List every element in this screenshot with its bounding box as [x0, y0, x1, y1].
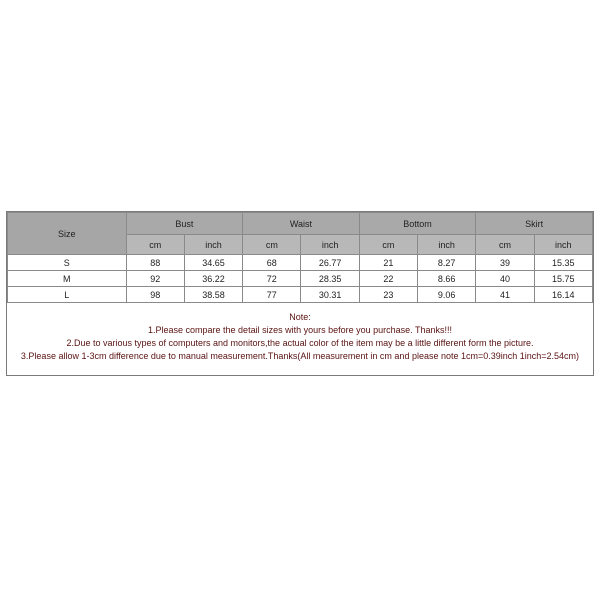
table-cell: 40: [476, 271, 534, 287]
unit-header: cm: [359, 235, 417, 255]
table-cell: 8.27: [418, 255, 476, 271]
table-cell: 39: [476, 255, 534, 271]
table-cell: 22: [359, 271, 417, 287]
table-cell: 30.31: [301, 287, 359, 303]
table-cell: 77: [243, 287, 301, 303]
size-chart: [6, 211, 594, 376]
table-cell: 72: [243, 271, 301, 287]
table-row: [8, 255, 593, 271]
table-cell: 38.58: [184, 287, 242, 303]
table-cell: 23: [359, 287, 417, 303]
table-cell: 15.75: [534, 271, 592, 287]
notes-section: [7, 303, 593, 375]
table-cell: 68: [243, 255, 301, 271]
unit-header: inch: [301, 235, 359, 255]
unit-header: inch: [418, 235, 476, 255]
unit-header: cm: [243, 235, 301, 255]
note-line: 2.Due to various types of computers and monitors,the actual color of the item may be a little different form the picture.: [66, 338, 534, 348]
table-cell: 26.77: [301, 255, 359, 271]
unit-header: inch: [534, 235, 592, 255]
table-cell: 9.06: [418, 287, 476, 303]
table-cell: 98: [126, 287, 184, 303]
table-cell: 16.14: [534, 287, 592, 303]
group-header-bottom: Bottom: [359, 213, 476, 235]
group-header-skirt: Skirt: [476, 213, 593, 235]
table-cell: 21: [359, 255, 417, 271]
table-cell: 15.35: [534, 255, 592, 271]
table-cell: 88: [126, 255, 184, 271]
header-row-groups: [8, 213, 593, 235]
note-line: 1.Please compare the detail sizes with yours before you purchase. Thanks!!!: [148, 325, 452, 335]
unit-header: inch: [184, 235, 242, 255]
size-column-header: Size: [8, 213, 127, 255]
table-cell: 92: [126, 271, 184, 287]
group-header-bust: Bust: [126, 213, 243, 235]
table-cell: 8.66: [418, 271, 476, 287]
table-cell: 34.65: [184, 255, 242, 271]
unit-header: cm: [126, 235, 184, 255]
size-cell: M: [8, 271, 127, 287]
notes-title: Note:: [289, 312, 311, 322]
note-line: 3.Please allow 1-3cm difference due to manual measurement.Thanks(All measurement in cm and please note 1cm=0.39inch 1inch=2.54cm): [20, 351, 580, 361]
unit-header: cm: [476, 235, 534, 255]
table-cell: 28.35: [301, 271, 359, 287]
size-table: [7, 212, 593, 303]
size-cell: S: [8, 255, 127, 271]
group-header-waist: Waist: [243, 213, 360, 235]
table-cell: 36.22: [184, 271, 242, 287]
table-cell: 41: [476, 287, 534, 303]
table-row: [8, 287, 593, 303]
table-row: [8, 271, 593, 287]
size-cell: L: [8, 287, 127, 303]
